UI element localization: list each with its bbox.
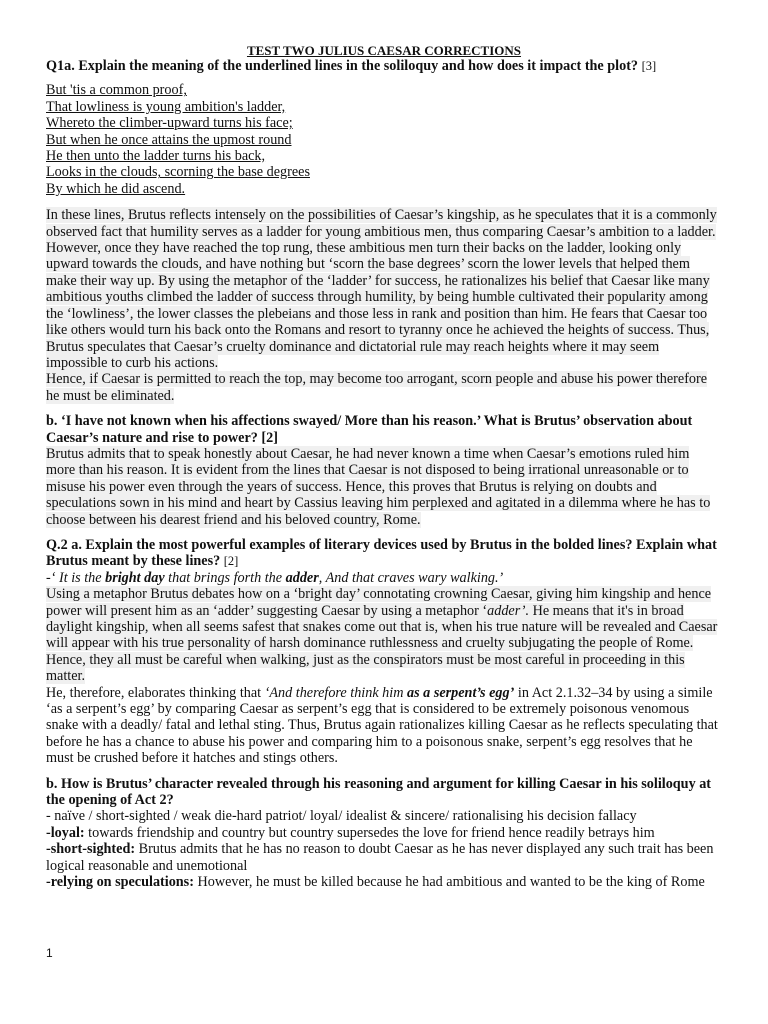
answer-1a-text: In these lines, Brutus reflects intensely on the possibilities of Caesar’s kingship, as he speculates that it is a commonly observed fact that humility serves as a ladder for young ambitious men, thus comparing Caesar’s ambition to a ladder. However, once they have reached the top rung, these ambitious men turn their backs on the ladder, looking only upward towards the clouds, and have nothing but ‘scorn the base degrees’ scorn the lower levels that helped them make their way up. By using the metaphor of the ‘ladder’ for success, he rationalizes his belief that Caesar like many ambitious youths climbed the ladder of success through humility, by being humble cultivated their popularity among the ‘lowliness’, the lower classes the plebeians and those less in rank and position than him. He fears that Caesar too like others would turn his back onto the Romans and resort to tyranny once he achieved the heights of success. Thus, Brutus speculates that Caesar’s cruelty dominance and dictatorial rule may reach heights where it may seem impossible to curb his actions. bbox=[46, 207, 717, 371]
poem-line: Whereto the climber-upward turns his face; bbox=[46, 115, 293, 132]
answer-2a-part1: Using a metaphor Brutus debates how on a ‘bright day’ connotating crowning Caesar, giving him kingship and hence power will present him as an ‘adder’ suggesting Caesar by using a metaphor ‘adder’. He means that it's in broad daylight kingship, when all seems safest that snakes come out that is, when his true nature will be revealed and Caesar will appear with his true personality of harsh dominance ruthlessness and cruelty subjugating the people of Rome. Hence, they all must be careful when walking, just as the conspirators must be most careful in proceeding in this matter. bbox=[46, 586, 718, 685]
poem-line: He then unto the ladder turns his back, bbox=[46, 148, 266, 165]
question-1a-text: Q1a. Explain the meaning of the underlined lines in the soliloquy and how does it impact the plot? bbox=[46, 58, 639, 74]
soliloquy-excerpt bbox=[46, 82, 722, 197]
question-2a-marks: [2] bbox=[223, 554, 239, 569]
page-title: TEST TWO JULIUS CAESAR CORRECTIONS bbox=[246, 43, 522, 58]
answer-1b bbox=[46, 446, 722, 528]
poem-line: That lowliness is young ambition's ladder, bbox=[46, 98, 286, 115]
poem-line: But 'tis a common proof, bbox=[46, 82, 187, 99]
answer-2a-part2: He, therefore, elaborates thinking that ‘And therefore think him as a serpent’s egg’ in Act 2.1.32–34 by using a simile ‘as a serpent’s egg’ by comparing Caesar as serpent’s egg that is considered to be extremely poisonous venomous snake with a deadly/ fatal and lethal sting. Thus, Brutus again rationalizes killing Caesar as he reflects speculating that before he has a chance to abuse his power and comparing him to a poisonous snake, serpent’s egg resolves that he must be crushed before it hatches and stings others. bbox=[46, 684, 718, 767]
traits-list: - naïve / short-sighted / weak die-hard patriot/ loyal/ idealist & sincere/ rationalising his decision fallacy bbox=[46, 808, 637, 825]
trait-item: -relying on speculations: However, he must be killed because he had ambitious and wanted to be the king of Rome bbox=[46, 874, 705, 891]
poem-line: But when he once attains the upmost round bbox=[46, 131, 292, 148]
poem-line: By which he did ascend. bbox=[46, 180, 186, 197]
answer-1a-conclusion: Hence, if Caesar is permitted to reach the top, may become too arrogant, scorn people and abuse his power therefore he must be eliminated. bbox=[46, 371, 708, 404]
answer-1a bbox=[46, 207, 722, 371]
trait-item: -loyal: towards friendship and country but country supersedes the love for friend hence readily betrays him bbox=[46, 824, 655, 841]
question-2a-text: Q.2 a. Explain the most powerful examples of literary devices used by Brutus in the bolded lines? Explain what Brutus meant by these lines? bbox=[46, 536, 717, 570]
trait-item: -short-sighted: Brutus admits that he has no reason to doubt Caesar as he has never displayed any such trait has been logical reasonable and unemotional bbox=[46, 841, 714, 874]
answer-1b-text: Brutus admits that to speak honestly about Caesar, he had never known a time when Caesar’s emotions ruled him more than his reason. It is evident from the lines that Caesar is not disposed to being irrational unreasonable or to misuse his power even through the years of success. Hence, this proves that Brutus is relying on doubts and speculations sown in his mind and heart by Cassius leaving him perplexed and agitated in a dilemma where he has to choose between his dearest friend and his beloved country, Rome. bbox=[46, 445, 711, 528]
page-number: 1 bbox=[46, 946, 53, 960]
quote-2a: -‘ It is the bright day that brings forth the adder, And that craves wary walking.’ bbox=[46, 569, 504, 586]
question-1a-marks: [3] bbox=[641, 59, 657, 73]
poem-line: Looks in the clouds, scorning the base degrees bbox=[46, 164, 310, 181]
question-2b: b. How is Brutus’ character revealed through his reasoning and argument for killing Caesar in his soliloquy at the opening of Act 2? bbox=[46, 775, 712, 809]
question-1b: b. ‘I have not known when his affections swayed/ More than his reason.’ What is Brutus’ observation about Caesar’s nature and rise to power? [2] bbox=[46, 413, 693, 446]
question-1a bbox=[46, 58, 722, 74]
question-2a bbox=[46, 537, 722, 570]
